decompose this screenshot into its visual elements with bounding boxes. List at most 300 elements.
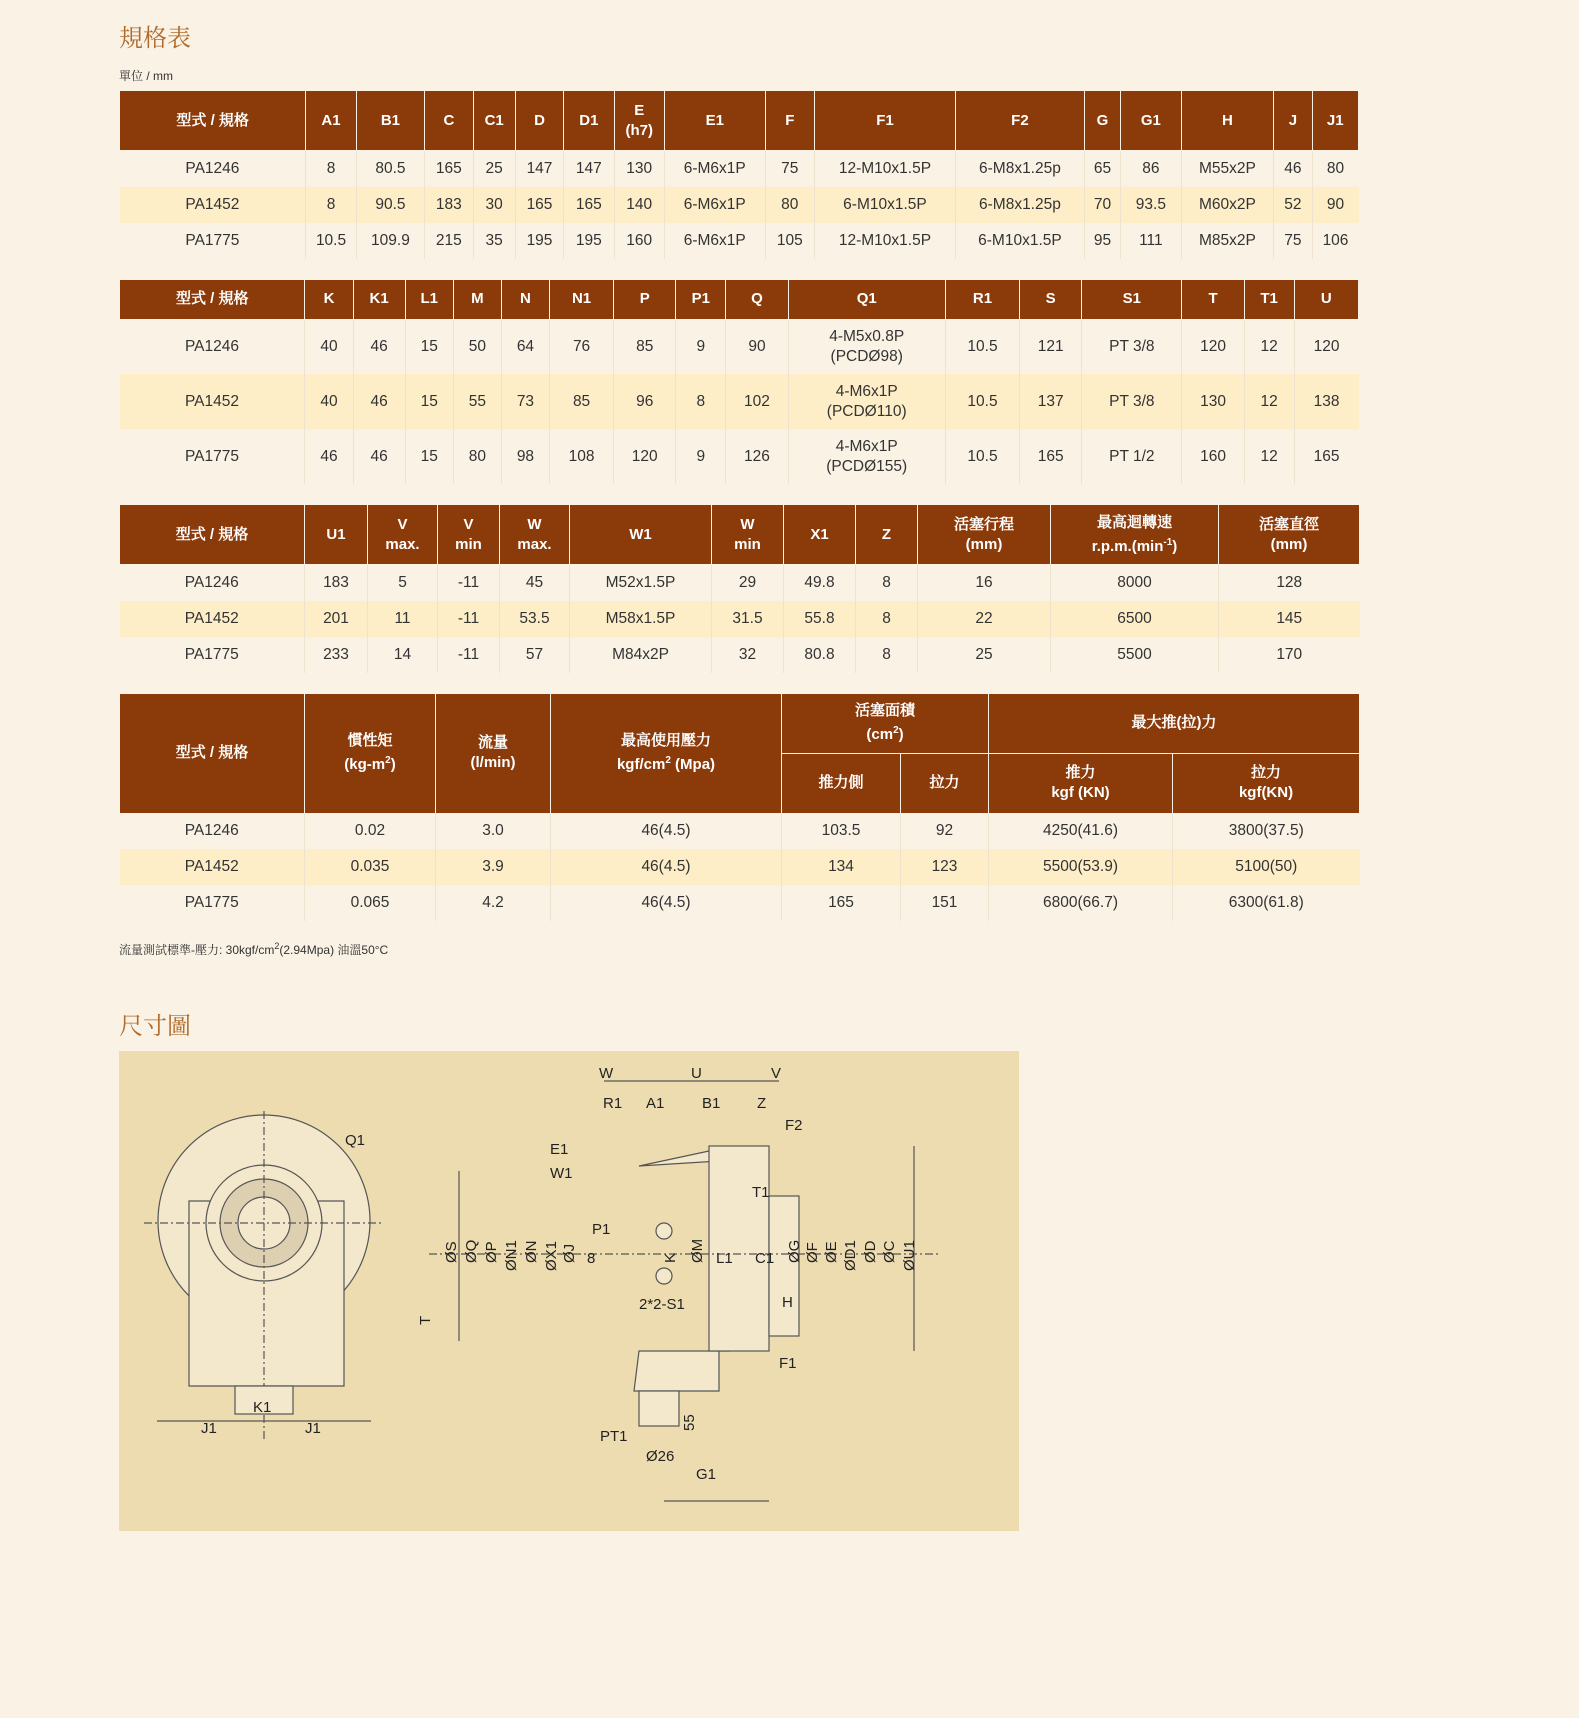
table-cell: 165 (515, 187, 563, 223)
column-header (368, 505, 438, 565)
table-row (120, 813, 1360, 849)
table-cell: 25 (918, 637, 1051, 673)
table-cell: 75 (765, 151, 814, 187)
column-header: F2 (955, 91, 1084, 151)
label-u: U (691, 1065, 702, 1082)
table-cell: 75 (1274, 223, 1312, 259)
header-line: (l/min) (470, 754, 516, 771)
table-cell: 53.5 (500, 601, 570, 637)
header-line: (kg-m (344, 756, 386, 773)
table-cell: 16 (918, 565, 1051, 601)
column-header: N1 (550, 279, 614, 319)
table-header-row (120, 693, 1360, 753)
label-h: H (782, 1294, 793, 1311)
table-cell: 6800(66.7) (989, 885, 1173, 921)
column-header: K (305, 279, 353, 319)
label-v: V (771, 1065, 782, 1082)
table-cell: 70 (1084, 187, 1120, 223)
table-cell: 15 (405, 429, 453, 484)
table-cell: 170 (1219, 637, 1360, 673)
table-cell: 0.035 (305, 849, 436, 885)
table-cell: 12 (1244, 319, 1294, 374)
table-cell: 55 (453, 374, 501, 429)
table-cell: 137 (1020, 374, 1082, 429)
table-cell: 109.9 (356, 223, 424, 259)
label-eight: 8 (587, 1250, 596, 1267)
table-cell: 46 (353, 429, 405, 484)
table-cell: 10.5 (945, 374, 1019, 429)
table-cell: 215 (425, 223, 473, 259)
table-cell: PT 3/8 (1082, 374, 1182, 429)
table-cell: 183 (305, 565, 368, 601)
spec-table-2 (119, 279, 1359, 485)
table-cell: 8 (856, 637, 918, 673)
table-cell: 11 (368, 601, 438, 637)
table-cell: 3.0 (436, 813, 551, 849)
column-header: X1 (784, 505, 856, 565)
label-d: ØD (862, 1240, 879, 1263)
table-cell: 76 (550, 319, 614, 374)
table-cell: 92 (901, 813, 989, 849)
column-header: G (1084, 91, 1120, 151)
column-header (1173, 753, 1360, 813)
column-header: L1 (405, 279, 453, 319)
table-cell: 8 (306, 187, 356, 223)
table-cell: 108 (550, 429, 614, 484)
table-cell: 195 (515, 223, 563, 259)
table-cell: 8 (856, 601, 918, 637)
table-cell: 50 (453, 319, 501, 374)
column-header: U (1294, 279, 1358, 319)
header-line: r.p.m.(min (1091, 537, 1164, 555)
label-pt1: PT1 (600, 1428, 628, 1445)
table-cell: 8 (676, 374, 726, 429)
column-header: S1 (1082, 279, 1182, 319)
table-cell: 5500(53.9) (989, 849, 1173, 885)
table-cell: 93.5 (1121, 187, 1181, 223)
column-header: 型式 / 規格 (120, 693, 305, 813)
label-g: ØG (786, 1239, 803, 1263)
footnote-text: (2.94Mpa) 油溫50°C (279, 943, 389, 957)
label-u1: ØU1 (901, 1240, 918, 1271)
label-k1: K1 (253, 1399, 272, 1416)
table-cell: 9 (676, 319, 726, 374)
table-body (120, 565, 1360, 673)
table-cell: 4.2 (436, 885, 551, 921)
table-cell: 126 (726, 429, 788, 484)
table-cell: 165 (1294, 429, 1358, 484)
column-header: Q1 (788, 279, 945, 319)
header-line: ) (1172, 537, 1178, 555)
column-header (500, 505, 570, 565)
table-cell: 46 (305, 429, 353, 484)
table-cell: 46 (1274, 151, 1312, 187)
table-cell: 4250(41.6) (989, 813, 1173, 849)
table-cell: 90 (726, 319, 788, 374)
label-z: Z (757, 1095, 767, 1112)
table-cell: 102 (726, 374, 788, 429)
table-row (120, 319, 1359, 374)
column-header: S (1020, 279, 1082, 319)
model-cell: PA1246 (120, 565, 305, 601)
model-cell: PA1775 (120, 223, 306, 259)
header-line: kgf (KN) (1051, 784, 1110, 801)
footnote-text: 流量測試標準-壓力: 30kgf/cm (119, 943, 275, 957)
table-row (120, 374, 1359, 429)
column-header (551, 693, 782, 813)
column-header: A1 (306, 91, 356, 151)
label-q1: Q1 (345, 1132, 366, 1149)
label-m: ØM (689, 1238, 706, 1263)
table-cell: 98 (501, 429, 549, 484)
table-cell: -11 (438, 601, 500, 637)
table-cell: 96 (614, 374, 676, 429)
table-cell: 6500 (1051, 601, 1219, 637)
header-line: ) (390, 756, 396, 773)
column-header: J1 (1312, 91, 1358, 151)
table-cell: 195 (564, 223, 614, 259)
table-cell: 22 (918, 601, 1051, 637)
header-line: V (463, 515, 474, 533)
column-header: Z (856, 505, 918, 565)
column-header: 型式 / 規格 (120, 91, 306, 151)
model-cell: PA1246 (120, 319, 305, 374)
label-f2: F2 (785, 1117, 803, 1134)
table-cell: 8 (856, 565, 918, 601)
table-cell: 5 (368, 565, 438, 601)
table-body (120, 319, 1359, 484)
side-body-main (709, 1146, 769, 1351)
table-cell: 3800(37.5) (1173, 813, 1360, 849)
label-p: ØP (483, 1241, 500, 1263)
header-sup: -1 (1163, 536, 1173, 548)
dims-title: 尺寸圖 (119, 1012, 191, 1040)
table-cell: 12-M10x1.5P (814, 151, 955, 187)
column-header: F1 (814, 91, 955, 151)
label-p1: P1 (592, 1221, 611, 1238)
table-cell: 10.5 (945, 319, 1019, 374)
model-cell: PA1452 (120, 187, 306, 223)
table-cell: 52 (1274, 187, 1312, 223)
table-cell: 0.065 (305, 885, 436, 921)
table-cell: 233 (305, 637, 368, 673)
header-line: ) (898, 726, 904, 743)
table-cell: 32 (712, 637, 784, 673)
table-row (120, 849, 1360, 885)
spec-title: 規格表 (119, 24, 191, 52)
table-cell: 151 (901, 885, 989, 921)
table-cell: 80.5 (356, 151, 424, 187)
model-cell: PA1452 (120, 374, 305, 429)
label-d26: Ø26 (646, 1448, 675, 1465)
header-line: 拉力 (1251, 764, 1282, 781)
column-header: K1 (353, 279, 405, 319)
header-sup: 2 (665, 755, 671, 766)
table-cell: M55x2P (1181, 151, 1274, 187)
header-line: 活塞面積 (855, 702, 916, 719)
label-x1: ØX1 (543, 1240, 560, 1271)
table-cell: 10.5 (306, 223, 356, 259)
label-d1: ØD1 (842, 1240, 859, 1271)
table-cell: 6300(61.8) (1173, 885, 1360, 921)
table-cell: 80 (1312, 151, 1358, 187)
spec-table-4 (119, 693, 1360, 922)
side-port-2 (656, 1268, 672, 1284)
header-line: W (740, 515, 755, 533)
table-cell: M58x1.5P (570, 601, 712, 637)
column-header: E (h7) (614, 91, 664, 151)
table-cell: 64 (501, 319, 549, 374)
table-cell: 3.9 (436, 849, 551, 885)
table-row (120, 565, 1360, 601)
column-header: C1 (473, 91, 515, 151)
table-cell: 46(4.5) (551, 849, 782, 885)
header-line: 推力 (1065, 764, 1096, 781)
table-cell: 90.5 (356, 187, 424, 223)
column-header: F (765, 91, 814, 151)
header-line: min (455, 535, 482, 553)
table-cell: 6-M6x1P (664, 187, 765, 223)
table-row (120, 223, 1359, 259)
header-line: kgf(KN) (1238, 784, 1294, 801)
table-body (120, 151, 1359, 259)
table-cell: 6-M10x1.5P (955, 223, 1084, 259)
header-line: V (397, 515, 408, 533)
table-cell: 4-M6x1P (PCDØ155) (788, 429, 945, 484)
table-cell: 46(4.5) (551, 885, 782, 921)
table-cell: -11 (438, 637, 500, 673)
label-t1: T1 (752, 1184, 770, 1201)
column-header: H (1181, 91, 1274, 151)
table-cell: 10.5 (945, 429, 1019, 484)
table-cell: -11 (438, 565, 500, 601)
label-e: ØE (823, 1241, 840, 1263)
column-header: 型式 / 規格 (120, 505, 305, 565)
table-cell: 57 (500, 637, 570, 673)
side-port-1 (656, 1223, 672, 1239)
label-b1: B1 (702, 1095, 721, 1112)
header-line: min (734, 535, 761, 553)
table-cell: 165 (425, 151, 473, 187)
column-header: 拉力 (901, 753, 989, 813)
column-header: B1 (356, 91, 424, 151)
table-cell: 85 (614, 319, 676, 374)
column-header: D1 (564, 91, 614, 151)
table-cell: 49.8 (784, 565, 856, 601)
label-r1: R1 (603, 1095, 623, 1112)
model-cell: PA1775 (120, 885, 305, 921)
header-sup: 2 (893, 725, 899, 736)
table-cell: 165 (1020, 429, 1082, 484)
spec-table-1 (119, 90, 1359, 259)
label-f: ØF (804, 1242, 821, 1263)
table-cell: 15 (405, 374, 453, 429)
column-header (782, 693, 989, 753)
column-header (989, 753, 1173, 813)
label-g1: G1 (696, 1466, 717, 1483)
table-cell: 5100(50) (1173, 849, 1360, 885)
table-cell: 140 (614, 187, 664, 223)
table-row (120, 151, 1359, 187)
table-cell: 160 (614, 223, 664, 259)
table-cell: 103.5 (782, 813, 901, 849)
table-cell: 46(4.5) (551, 813, 782, 849)
table-row (120, 429, 1359, 484)
header-line: max. (517, 535, 552, 553)
label-t: T (417, 1315, 434, 1325)
table-cell: 31.5 (712, 601, 784, 637)
table-cell: PT 1/2 (1082, 429, 1182, 484)
column-header: M (453, 279, 501, 319)
table-cell: 6-M6x1P (664, 223, 765, 259)
column-header: N (501, 279, 549, 319)
table-cell: 80 (453, 429, 501, 484)
label-j1-right: J1 (305, 1420, 321, 1437)
table-cell: 6-M8x1.25p (955, 187, 1084, 223)
table-cell: 46 (353, 319, 405, 374)
table-cell: 29 (712, 565, 784, 601)
label-n: ØN (523, 1240, 540, 1263)
table-row (120, 885, 1360, 921)
drawing-svg (119, 1051, 1019, 1531)
column-header: T (1182, 279, 1244, 319)
side-view (429, 1081, 939, 1501)
table-cell: 30 (473, 187, 515, 223)
column-header: 推力側 (782, 753, 901, 813)
table-cell: 35 (473, 223, 515, 259)
label-w: W (599, 1065, 614, 1082)
table-cell: 201 (305, 601, 368, 637)
table-cell: 65 (1084, 151, 1120, 187)
label-s: ØS (443, 1241, 460, 1263)
table-cell: 80 (765, 187, 814, 223)
column-header: G1 (1121, 91, 1181, 151)
column-header: P1 (676, 279, 726, 319)
label-a1: A1 (646, 1095, 665, 1112)
table-cell: 121 (1020, 319, 1082, 374)
table-cell: 14 (368, 637, 438, 673)
header-line: 慣性矩 (347, 732, 393, 749)
column-header (1219, 505, 1360, 565)
table-cell: 134 (782, 849, 901, 885)
table-cell: 145 (1219, 601, 1360, 637)
header-line: kgf/cm (616, 756, 666, 773)
table-cell: 147 (515, 151, 563, 187)
column-header: R1 (945, 279, 1019, 319)
table-cell: 105 (765, 223, 814, 259)
table-cell: 128 (1219, 565, 1360, 601)
column-header (1051, 505, 1219, 565)
label-c1: C1 (755, 1250, 775, 1267)
table-body (120, 813, 1360, 921)
table-cell: 46 (353, 374, 405, 429)
header-line: 活塞直徑 (1258, 515, 1319, 533)
table-row (120, 637, 1360, 673)
label-k: K (662, 1252, 679, 1263)
label-e1: E1 (550, 1141, 569, 1158)
table-cell: 90 (1312, 187, 1358, 223)
label-j1-left: J1 (201, 1420, 217, 1437)
table-cell: 8000 (1051, 565, 1219, 601)
table-cell: PT 3/8 (1082, 319, 1182, 374)
model-cell: PA1775 (120, 637, 305, 673)
label-l1: L1 (716, 1250, 733, 1267)
table-cell: 165 (564, 187, 614, 223)
column-header (712, 505, 784, 565)
column-header: D (515, 91, 563, 151)
column-header: 最大推(拉)力 (989, 693, 1360, 753)
table-cell: 80.8 (784, 637, 856, 673)
table-cell: M85x2P (1181, 223, 1274, 259)
header-line: 最高迴轉速 (1096, 513, 1172, 531)
table-cell: 15 (405, 319, 453, 374)
spec-table-3 (119, 504, 1360, 673)
table-cell: 4-M6x1P (PCDØ110) (788, 374, 945, 429)
table-header-row (120, 279, 1359, 319)
table-cell: M52x1.5P (570, 565, 712, 601)
table-row (120, 601, 1360, 637)
table-cell: 130 (1182, 374, 1244, 429)
column-header: C (425, 91, 473, 151)
label-f1: F1 (779, 1355, 797, 1372)
column-header: Q (726, 279, 788, 319)
table-cell: 6-M6x1P (664, 151, 765, 187)
page (119, 18, 1359, 1531)
table-cell: 111 (1121, 223, 1181, 259)
label-c: ØC (881, 1240, 898, 1263)
column-header: 型式 / 規格 (120, 279, 305, 319)
table-cell: 12 (1244, 374, 1294, 429)
table-cell: 165 (782, 885, 901, 921)
flow-footnote (119, 941, 1359, 958)
column-header (918, 505, 1051, 565)
table-cell: 45 (500, 565, 570, 601)
header-line: (Mpa) (670, 756, 716, 773)
label-55: 55 (681, 1414, 698, 1431)
table-cell: 120 (1294, 319, 1358, 374)
table-cell: 147 (564, 151, 614, 187)
column-header: T1 (1244, 279, 1294, 319)
table-cell: 6-M8x1.25p (955, 151, 1084, 187)
table-cell: 120 (1182, 319, 1244, 374)
table-cell: 12-M10x1.5P (814, 223, 955, 259)
table-cell: M60x2P (1181, 187, 1274, 223)
label-q: ØQ (463, 1239, 480, 1263)
label-n1: ØN1 (503, 1240, 520, 1271)
model-cell: PA1775 (120, 429, 305, 484)
unit-note: 單位 / mm (119, 69, 173, 83)
table-cell: 160 (1182, 429, 1244, 484)
header-line: 活塞行程 (953, 515, 1014, 533)
table-cell: 138 (1294, 374, 1358, 429)
footnote-sup: 2 (274, 941, 280, 951)
table-cell: 130 (614, 151, 664, 187)
header-line: (mm) (1270, 535, 1308, 553)
column-header: W1 (570, 505, 712, 565)
model-cell: PA1246 (120, 813, 305, 849)
column-header: E1 (664, 91, 765, 151)
table-cell: 8 (306, 151, 356, 187)
column-header (436, 693, 551, 813)
table-cell: 55.8 (784, 601, 856, 637)
table-cell: 106 (1312, 223, 1358, 259)
model-cell: PA1452 (120, 849, 305, 885)
table-cell: 40 (305, 319, 353, 374)
model-cell: PA1246 (120, 151, 306, 187)
table-header-row (120, 91, 1359, 151)
table-cell: 25 (473, 151, 515, 187)
table-cell: 95 (1084, 223, 1120, 259)
